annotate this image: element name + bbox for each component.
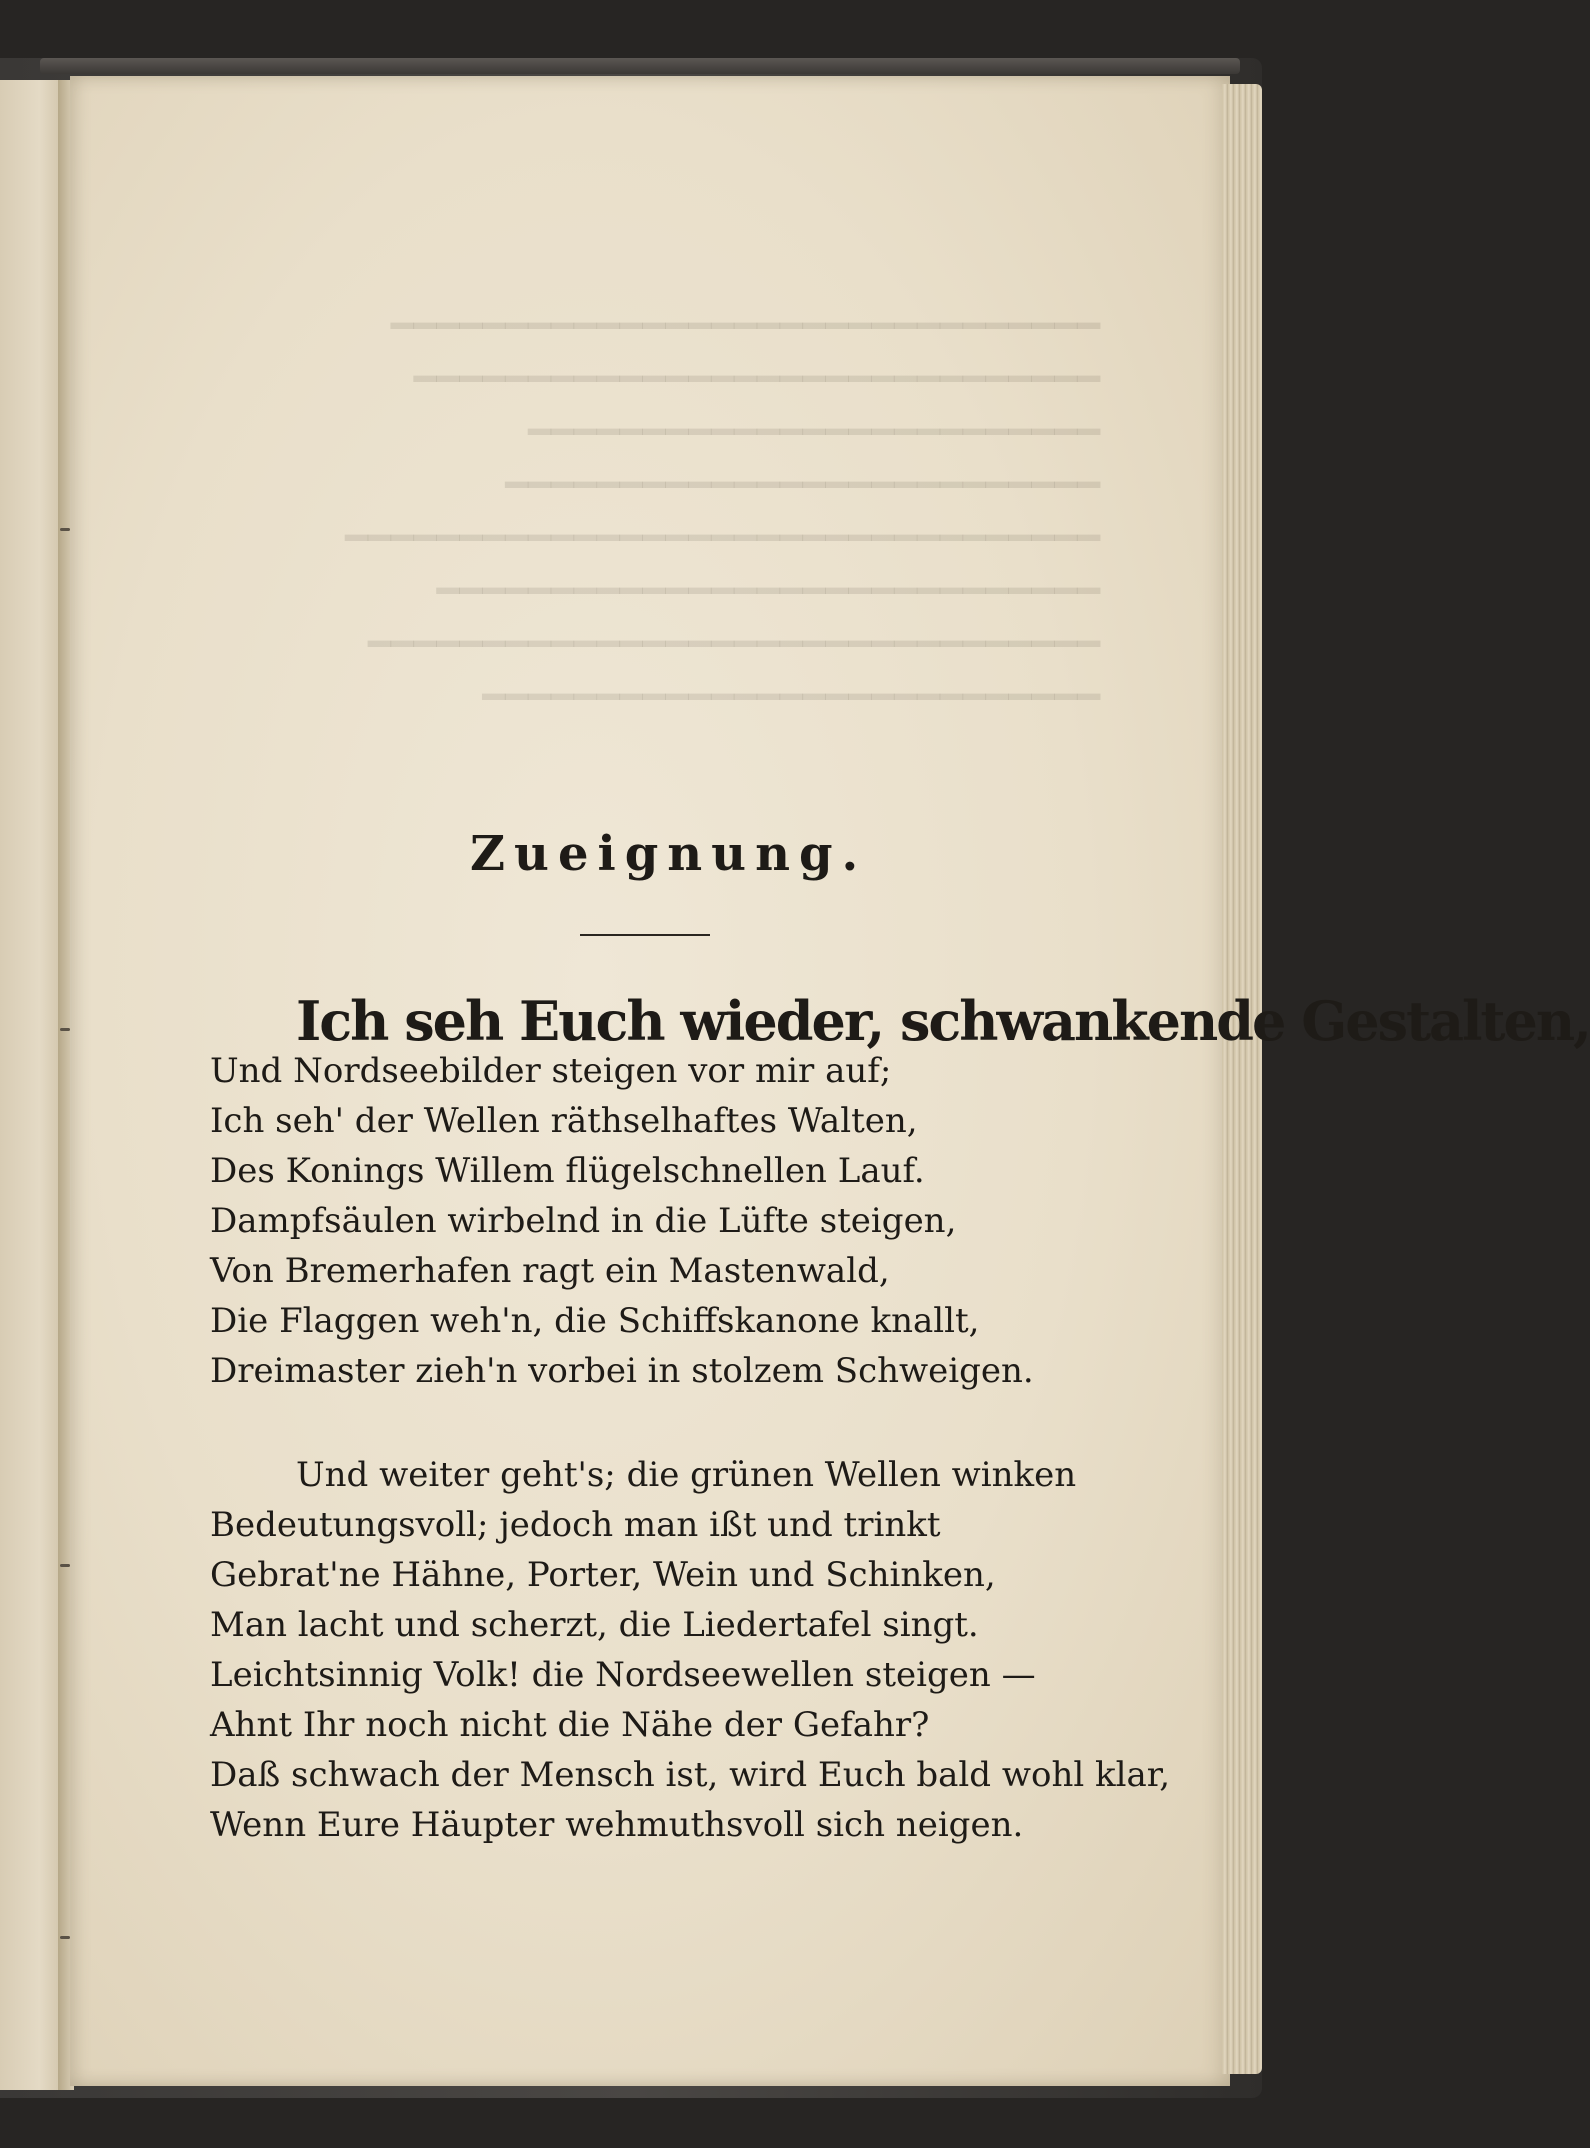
- title-rule: [580, 934, 710, 936]
- verse-line: Die Flaggen weh'n, die Schiffskanone knallt,: [210, 1301, 980, 1341]
- verse-line: Ich seh' der Wellen räthselhaftes Walten,: [210, 1101, 918, 1141]
- verse-line: Wenn Eure Häupter wehmuthsvoll sich neigen.: [210, 1805, 1024, 1845]
- verse-line: Ahnt Ihr noch nicht die Nähe der Gefahr?: [210, 1705, 930, 1745]
- stanza-1: [210, 989, 1590, 1396]
- verse-line: Und weiter geht's; die grünen Wellen winken: [296, 1455, 1077, 1495]
- drop-cap-line: Ich seh Euch wieder, schwankende Gestalten,: [296, 989, 1590, 1053]
- verse-line: Leichtsinnig Volk! die Nordseewellen steigen —: [210, 1655, 1036, 1695]
- verse-line: Man lacht und scherzt, die Liedertafel singt.: [210, 1605, 979, 1645]
- verse-line: Bedeutungsvoll; jedoch man ißt und trinkt: [210, 1505, 941, 1545]
- stanza-2: [210, 1450, 1170, 1850]
- verse-line: Dampfsäulen wirbelnd in die Lüfte steigen,: [210, 1201, 957, 1241]
- verse-line: Des Konings Willem flügelschnellen Lauf.: [210, 1151, 925, 1191]
- verse-line: Gebrat'ne Hähne, Porter, Wein und Schinken,: [210, 1555, 996, 1595]
- page-title: Zueignung.: [470, 826, 868, 882]
- verse-line: [210, 989, 1590, 1053]
- verse-line: Und Nordseebilder steigen vor mir auf;: [210, 1051, 892, 1091]
- verse-line: Daß schwach der Mensch ist, wird Euch bald wohl klar,: [210, 1755, 1171, 1795]
- verse-line: Von Bremerhafen ragt ein Mastenwald,: [210, 1251, 890, 1291]
- verse-line: Dreimaster zieh'n vorbei in stolzem Schweigen.: [210, 1351, 1034, 1391]
